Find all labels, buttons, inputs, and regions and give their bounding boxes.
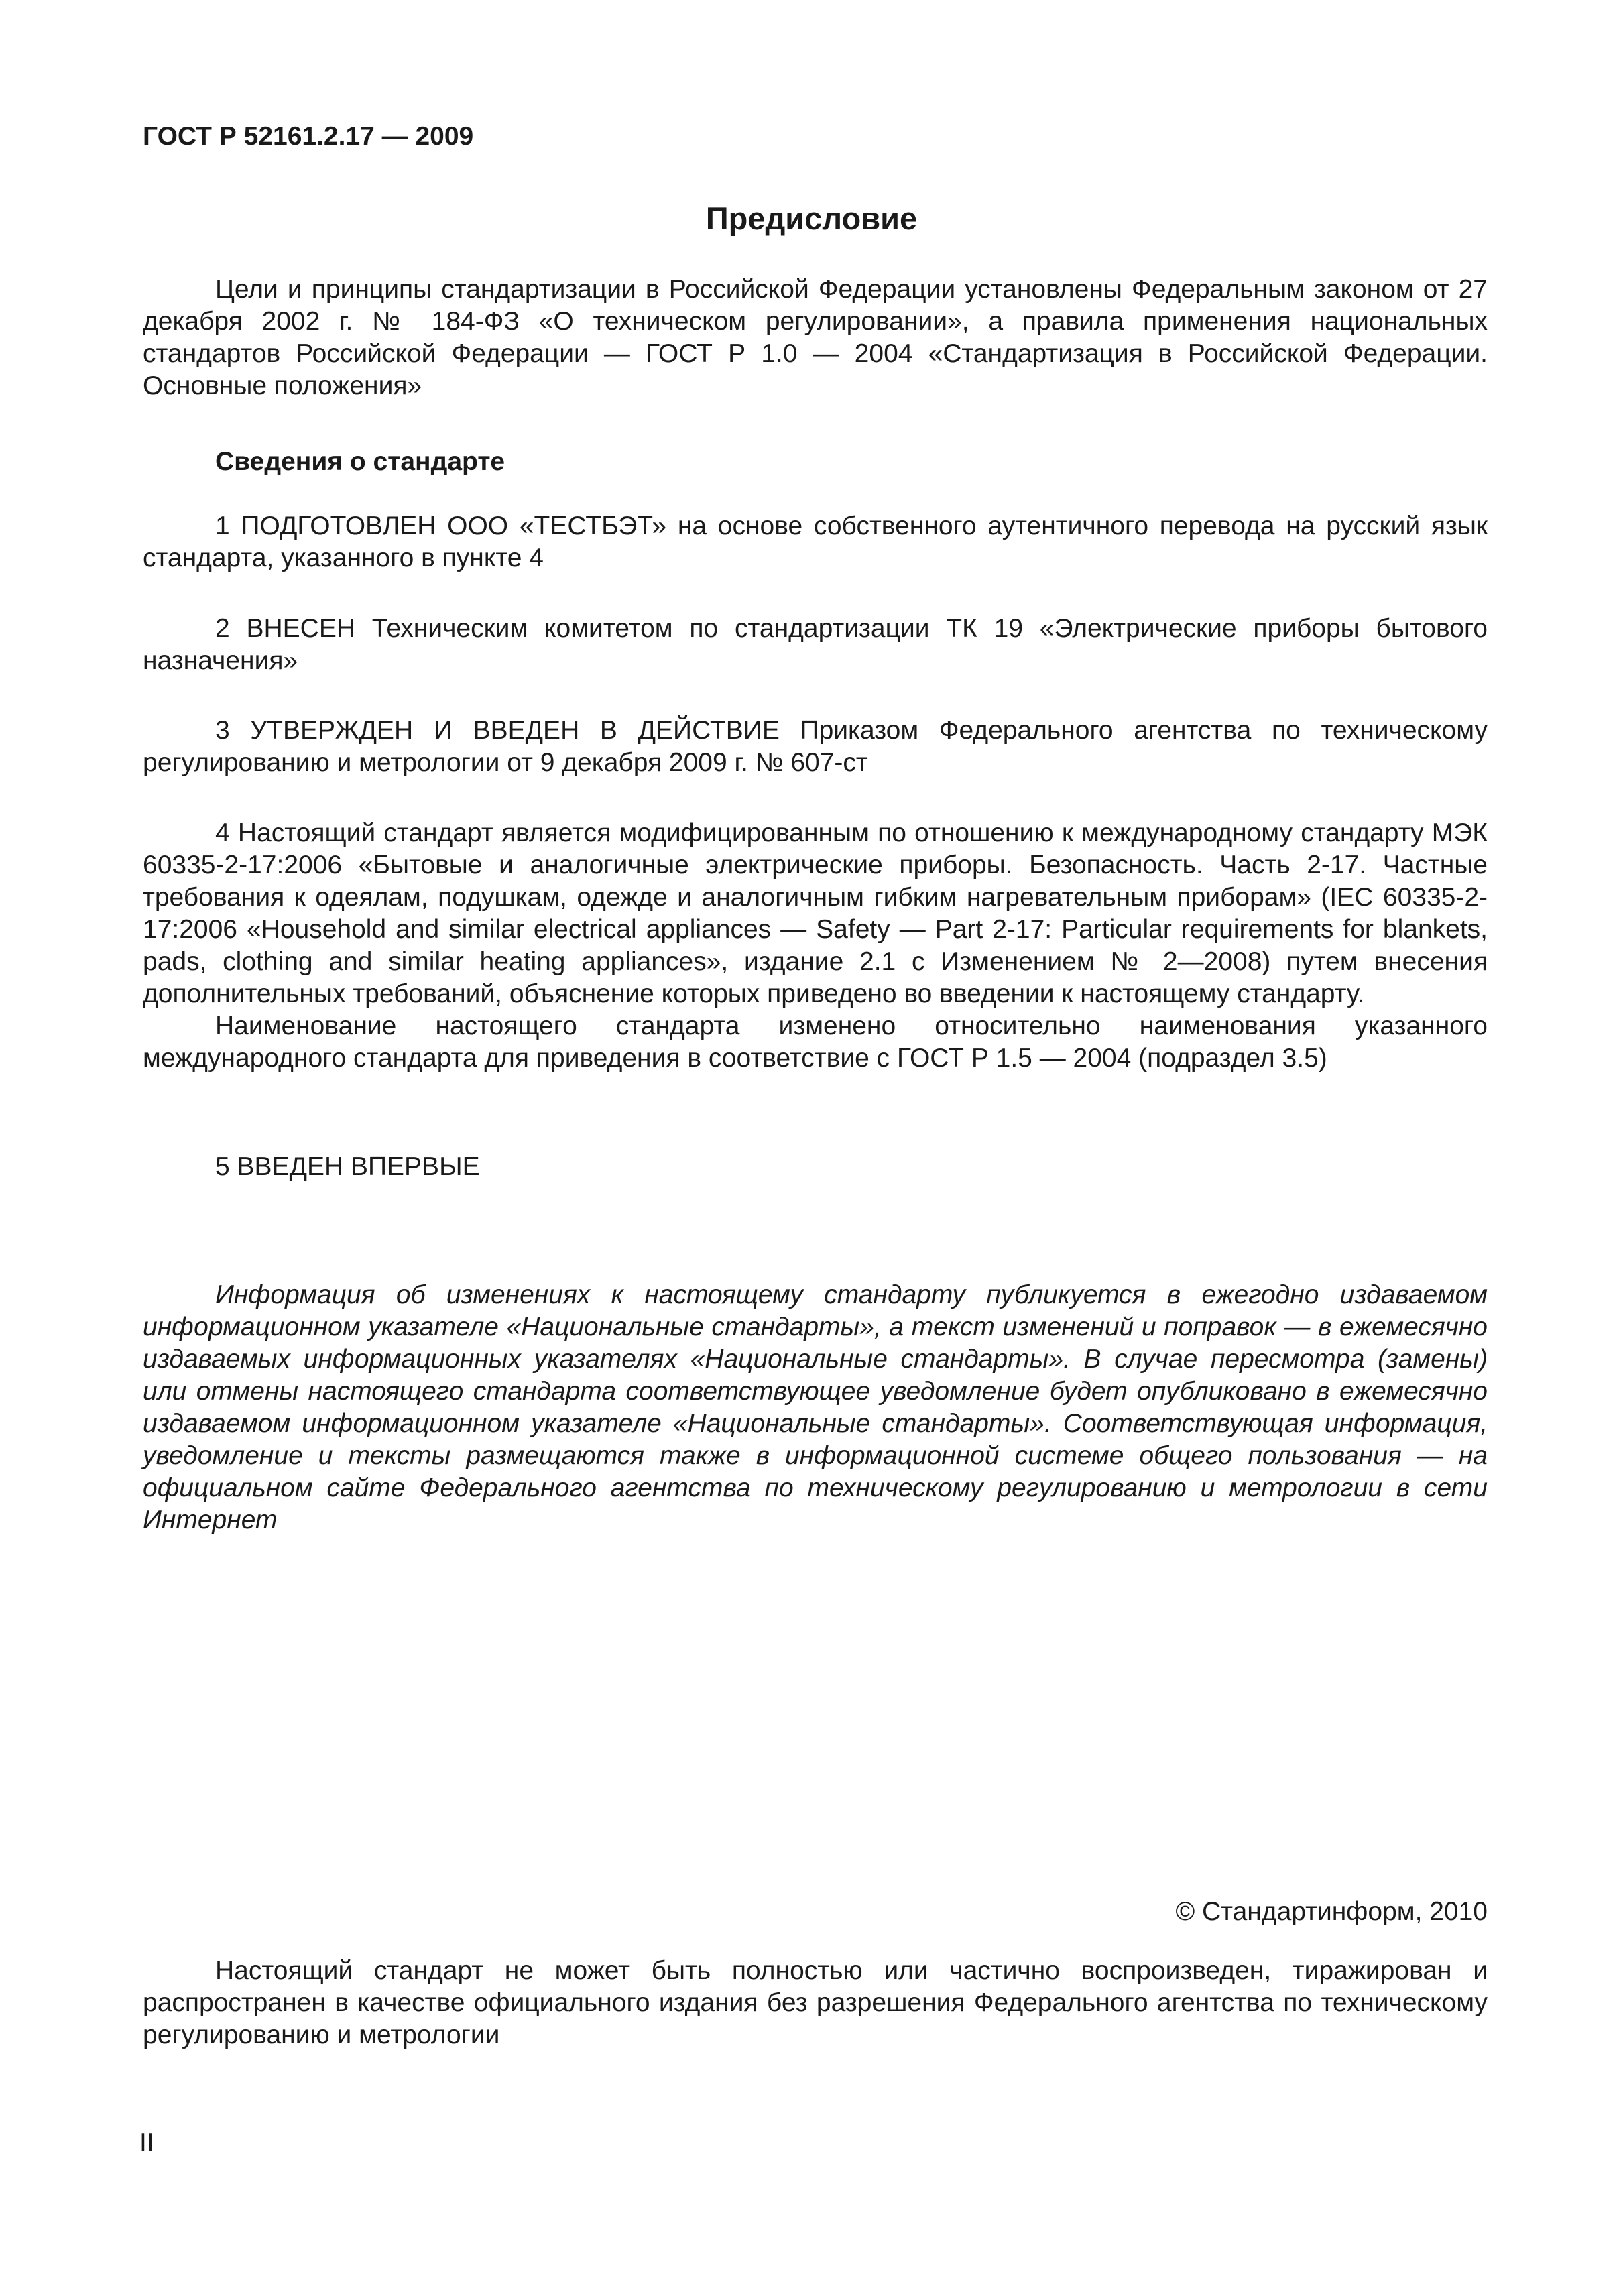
info-notice-block (143, 1279, 1488, 1536)
reproduction-notice-block (143, 1955, 1488, 2051)
item-4-paragraph: 4 Настоящий стандарт является модифицированным по отношению к международному стандарту МЭК 60335-2-17:2006 «Бытовые и аналогичные электрические приборы. Безопасность. Часть 2-17. Частные требования к одеялам, подушкам, одежде и аналогичным гибким нагревательным приборам» (IEC 60335-2-17:2006 «Household and similar electrical appliances — Safety — Part 2-17: Particular requirements for blankets, pads, clothing and similar heating appliances», издание 2.1 с Изменением № 2—2008) путем внесения дополнительных требований, объяснение которых приведено во введении к настоящему стандарту. (143, 819, 1488, 1008)
copyright-line: © Стандартинформ, 2010 (1175, 1897, 1488, 1926)
item-3-block (143, 715, 1488, 779)
item-3-paragraph: 3 УТВЕРЖДЕН И ВВЕДЕН В ДЕЙСТВИЕ Приказом Федерального агентства по техническому регулированию и метрологии от 9 декабря 2009 г. № 607-ст (143, 716, 1488, 777)
reproduction-notice-paragraph: Настоящий стандарт не может быть полностью или частично воспроизведен, тиражирован и распространен в качестве официального издания без разрешения Федерального агентства по техническому регулированию и метрологии (143, 1956, 1488, 2049)
section-heading-block (143, 446, 1488, 478)
item-5-paragraph: 5 ВВЕДЕН ВПЕРВЫЕ (215, 1152, 480, 1181)
page-number: II (139, 2128, 154, 2157)
item-4-note-paragraph: Наименование настоящего стандарта изменено относительно наименования указанного международного стандарта для приведения в соответствие с ГОСТ Р 1.5 — 2004 (подраздел 3.5) (143, 1012, 1488, 1073)
item-2-paragraph: 2 ВНЕСЕН Техническим комитетом по стандартизации ТК 19 «Электрические приборы бытового назначения» (143, 614, 1488, 675)
item-2-block (143, 613, 1488, 677)
standard-code-header: ГОСТ Р 52161.2.17 — 2009 (143, 122, 474, 151)
page-title: Предисловие (705, 200, 918, 236)
intro-block (143, 274, 1488, 402)
item-5-block (143, 1151, 1488, 1183)
info-notice-paragraph: Информация об изменениях к настоящему стандарту публикуется в ежегодно издаваемом информационном указателе «Национальные стандарты», а текст изменений и поправок — в ежемесячно издаваемых информационных указателях «Национальные стандарты». В случае пересмотра (замены) или отмены настоящего стандарта соответствующее уведомление будет опубликовано в ежемесячно издаваемом информационном указателе «Национальные стандарты». Соответствующая информация, уведомление и тексты размещаются также в информационной системе общего пользования — на официальном сайте Федерального агентства по техническому регулированию и метрологии в сети Интернет (143, 1280, 1488, 1534)
item-1-paragraph: 1 ПОДГОТОВЛЕН ООО «ТЕСТБЭТ» на основе собственного аутентичного перевода на русский язык стандарта, указанного в пункте 4 (143, 511, 1488, 572)
section-heading: Сведения о стандарте (215, 447, 505, 476)
intro-paragraph: Цели и принципы стандартизации в Российской Федерации установлены Федеральным законом от 27 декабря 2002 г. № 184-ФЗ «О техническом регулировании», а правила применения национальных стандартов Российской Федерации — ГОСТ Р 1.0 — 2004 «Стандартизация в Российской Федерации. Основные положения» (143, 275, 1488, 400)
item-4-block (143, 817, 1488, 1075)
item-1-block (143, 510, 1488, 575)
